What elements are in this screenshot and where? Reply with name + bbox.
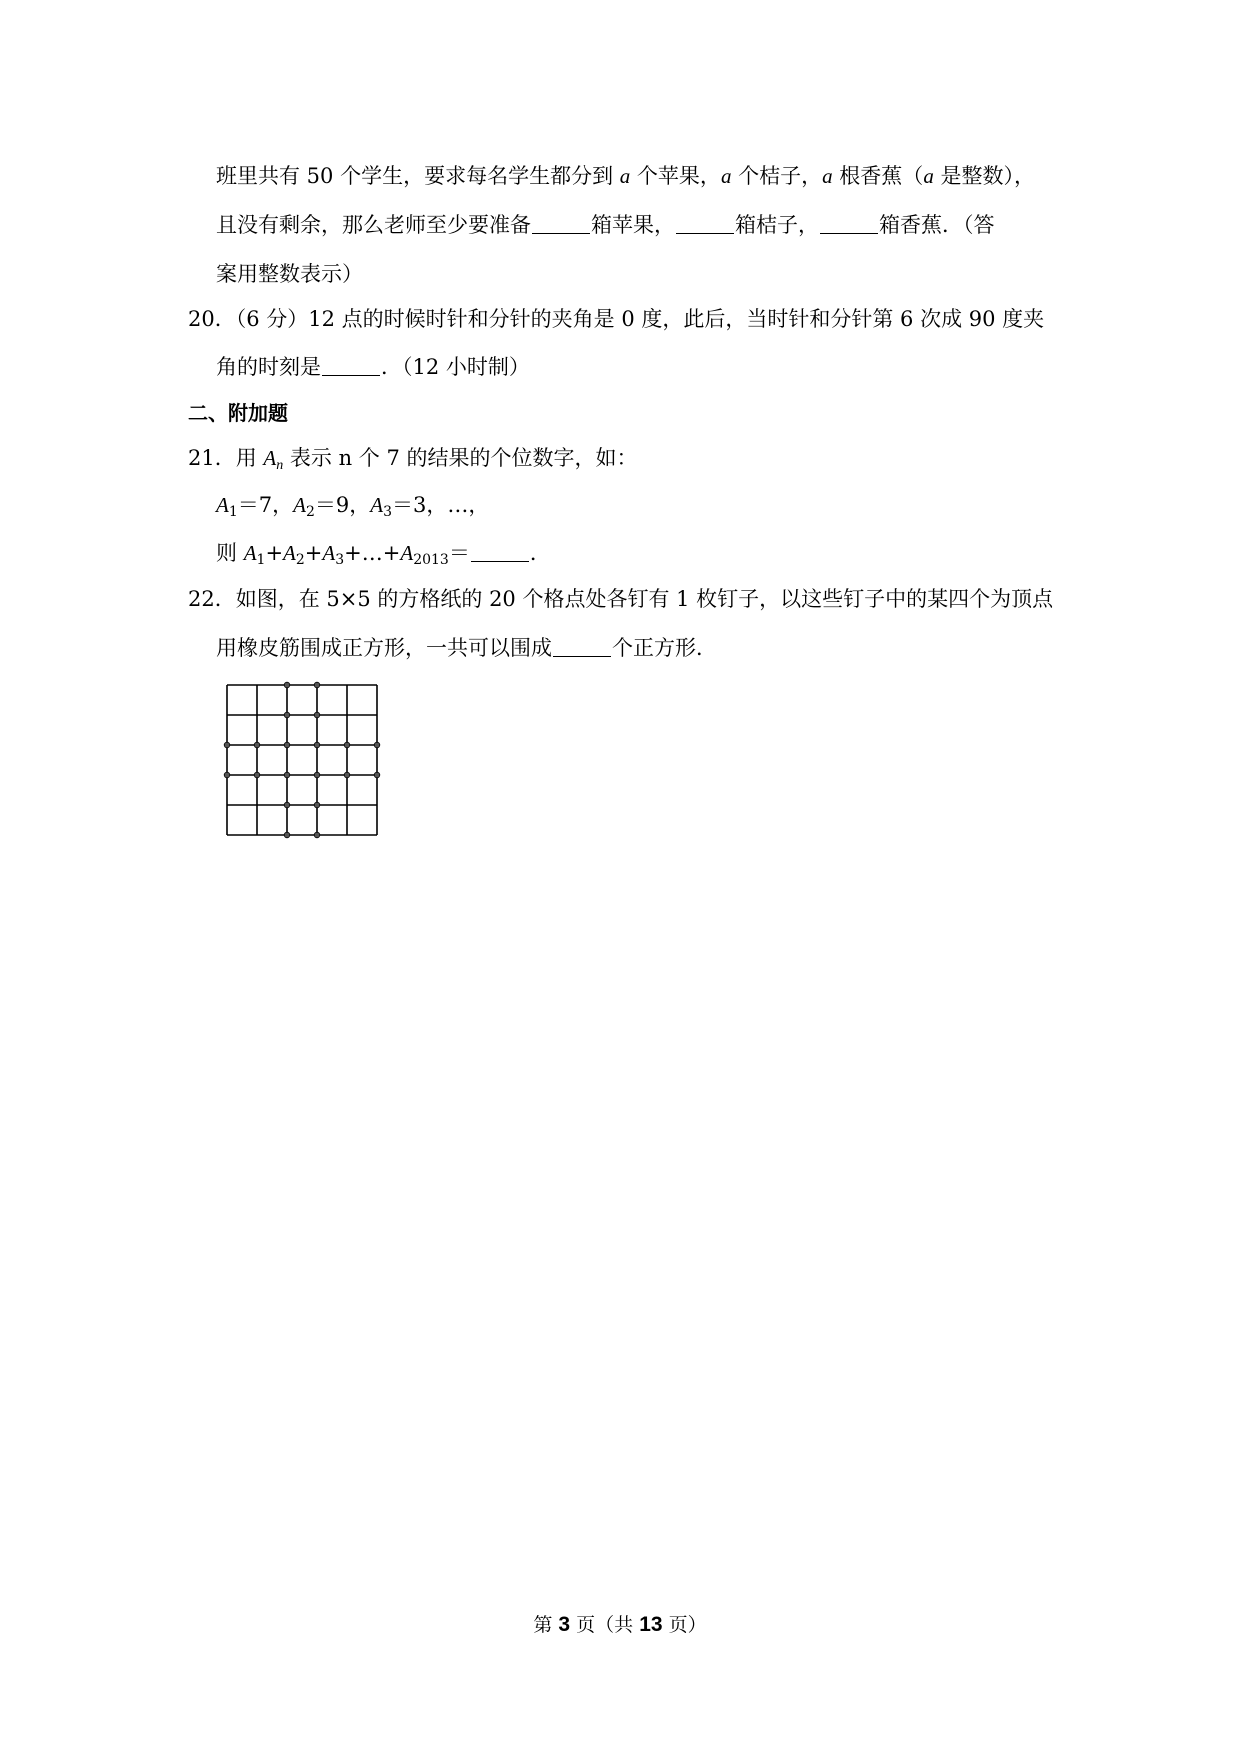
subscript: n xyxy=(276,458,284,473)
text: 是整数）， xyxy=(933,164,1035,188)
text: 第 xyxy=(533,1614,559,1636)
text: 箱桔子， xyxy=(735,213,819,237)
subscript: 3 xyxy=(335,552,345,568)
subscript: 2013 xyxy=(413,552,449,568)
text: 且没有剩余，那么老师至少要准备 xyxy=(216,213,531,237)
page-number: 3 xyxy=(558,1613,571,1636)
nail-point xyxy=(314,712,320,718)
answer-blank[interactable] xyxy=(471,541,529,562)
text: 个正方形． xyxy=(612,636,717,660)
nail-point xyxy=(254,742,260,748)
page-footer xyxy=(0,1610,1240,1640)
text: ．（12 小时制） xyxy=(381,355,530,379)
subscript: 2 xyxy=(295,552,305,568)
nail-grid-figure xyxy=(222,680,382,840)
nail-point xyxy=(374,772,380,778)
q22-line-1: 22．如图，在 5×5 的方格纸的 20 个格点处各钉有 1 枚钉子，以这些钉子中的某四个为顶点 xyxy=(188,587,1054,611)
nail-point xyxy=(284,742,290,748)
var-A: A xyxy=(243,541,257,565)
q19-line-2 xyxy=(216,210,995,240)
text: 个苹果， xyxy=(630,164,721,188)
nail-point xyxy=(284,712,290,718)
text: 表示 n 个 7 的结果的个位数字，如： xyxy=(283,446,638,470)
var-a: a xyxy=(822,164,833,188)
q20-line-1: 20．（6 分）12 点的时候时针和分针的夹角是 0 度，此后，当时针和分针第 6 次成 90 度夹 xyxy=(188,307,1045,331)
text: +…+ xyxy=(344,541,401,565)
nail-point xyxy=(284,772,290,778)
answer-blank[interactable] xyxy=(553,636,611,657)
q21-line-3 xyxy=(216,538,551,575)
text: 个桔子， xyxy=(731,164,823,188)
text: ＝7， xyxy=(237,493,294,517)
text: 21．用 xyxy=(188,446,264,470)
subscript: 3 xyxy=(383,504,392,520)
q21-line-2 xyxy=(216,490,489,527)
text: 班里共有 50 个学生，要求每名学生都分到 xyxy=(216,164,620,188)
subscript: 1 xyxy=(228,504,238,520)
var-A: A xyxy=(322,541,336,565)
answer-blank[interactable] xyxy=(676,213,734,234)
q20-line-2 xyxy=(216,352,530,382)
subscript: 1 xyxy=(256,552,266,568)
nail-point xyxy=(284,802,290,808)
nail-point xyxy=(254,772,260,778)
text: ＝9， xyxy=(314,493,371,517)
nail-point xyxy=(374,742,380,748)
var-A: A xyxy=(370,493,384,517)
answer-blank[interactable] xyxy=(322,355,380,376)
nail-point xyxy=(314,682,320,688)
total-pages: 13 xyxy=(639,1613,663,1636)
var-A: A xyxy=(400,541,414,565)
q19-line-3: 案用整数表示） xyxy=(216,262,363,286)
text: 页） xyxy=(662,1614,707,1636)
nail-point xyxy=(314,832,320,838)
nail-point xyxy=(284,832,290,838)
var-A: A xyxy=(293,493,306,517)
answer-blank[interactable] xyxy=(532,213,590,234)
text: 则 xyxy=(216,541,244,565)
var-a: a xyxy=(720,164,732,188)
q21-line-1 xyxy=(188,443,638,481)
nail-point xyxy=(344,742,350,748)
text: 箱苹果， xyxy=(591,213,675,237)
text: + xyxy=(304,541,323,565)
text: 角的时刻是 xyxy=(216,355,321,379)
nail-point xyxy=(344,772,350,778)
text: 用橡皮筋围成正方形，一共可以围成 xyxy=(216,636,552,660)
text: 页（共 xyxy=(570,1614,640,1636)
var-A: A xyxy=(283,541,296,565)
nail-point xyxy=(224,772,230,778)
nail-point xyxy=(284,682,290,688)
nail-point xyxy=(314,772,320,778)
var-A: A xyxy=(263,446,277,470)
var-a: a xyxy=(923,164,934,188)
text: ． xyxy=(529,541,551,565)
answer-blank[interactable] xyxy=(820,213,878,234)
text: ＝ xyxy=(448,541,470,565)
nail-point xyxy=(224,742,230,748)
q22-line-2 xyxy=(216,633,717,663)
var-a: a xyxy=(619,164,631,188)
text: 箱香蕉．（答 xyxy=(879,213,995,237)
subscript: 2 xyxy=(305,504,315,520)
q19-line-1 xyxy=(216,161,1035,191)
text: + xyxy=(265,541,284,565)
nail-point xyxy=(314,802,320,808)
nail-point xyxy=(314,742,320,748)
text: ＝3，…， xyxy=(392,493,490,517)
text: 根香蕉（ xyxy=(832,164,924,188)
var-A: A xyxy=(216,493,229,517)
section-heading: 二、附加题 xyxy=(188,401,288,425)
